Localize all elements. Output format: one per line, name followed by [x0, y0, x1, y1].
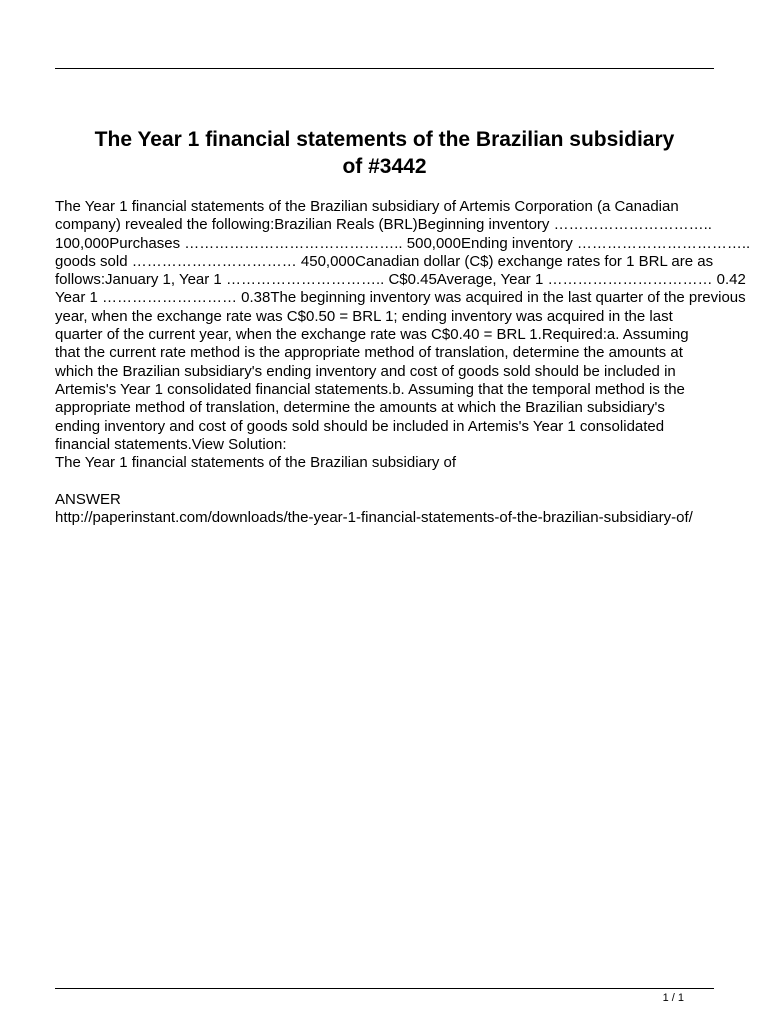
- body-line: follows:January 1, Year 1 ………………………….. C$0.45Average, Year 1 …………………………… 0.42: [55, 271, 746, 289]
- body-line: goods sold …………………………… 450,000Canadian dollar (C$) exchange rates for 1 BRL are as: [55, 252, 714, 270]
- body-line: 100,000Purchases …………………………………….. 500,000Ending inventory ……………………………..: [55, 234, 751, 252]
- footer-rule: [55, 988, 714, 989]
- title-line-1: The Year 1 financial statements of the Brazilian subsidiary: [94, 128, 675, 151]
- body-line: which the Brazilian subsidiary's ending inventory and cost of goods sold should be included in: [55, 362, 676, 380]
- body-line: financial statements.View Solution:: [55, 435, 287, 453]
- body-line: quarter of the current year, when the exchange rate was C$0.40 = BRL 1.Required:a. Assuming: [55, 326, 689, 344]
- header-rule: [55, 68, 714, 69]
- body-line: The Year 1 financial statements of the Brazilian subsidiary of Artemis Corporation (a Canadian: [55, 198, 679, 215]
- answer-label: ANSWER: [55, 490, 121, 508]
- body-line: year, when the exchange rate was C$0.50 = BRL 1; ending inventory was acquired in the last: [55, 307, 673, 325]
- body-line: The Year 1 financial statements of the Brazilian subsidiary of: [55, 454, 457, 472]
- body-line: appropriate method of translation, determine the amounts at which the Brazilian subsidiary's: [55, 399, 665, 417]
- body-line: that the current rate method is the appropriate method of translation, determine the amounts at: [55, 344, 683, 362]
- page-number: 1 / 1: [662, 992, 684, 1004]
- answer-url-link[interactable]: http://paperinstant.com/downloads/the-year-1-financial-statements-of-the-brazilian-subsidiary-of/: [55, 509, 693, 527]
- document-body: [55, 198, 768, 527]
- body-line: Year 1 ……………………… 0.38The beginning inventory was acquired in the last quarter of the previous: [55, 289, 746, 307]
- body-line: Artemis's Year 1 consolidated financial statements.b. Assuming that the temporal method is the: [55, 380, 685, 398]
- paragraph-gap: [55, 472, 768, 490]
- body-line: ending inventory and cost of goods sold should be included in Artemis's Year 1 consolidated: [55, 417, 665, 435]
- body-line: company) revealed the following:Brazilian Reals (BRL)Beginning inventory …………………………..: [55, 216, 712, 234]
- title-line-2: of #3442: [342, 155, 427, 178]
- document-title: [55, 126, 714, 180]
